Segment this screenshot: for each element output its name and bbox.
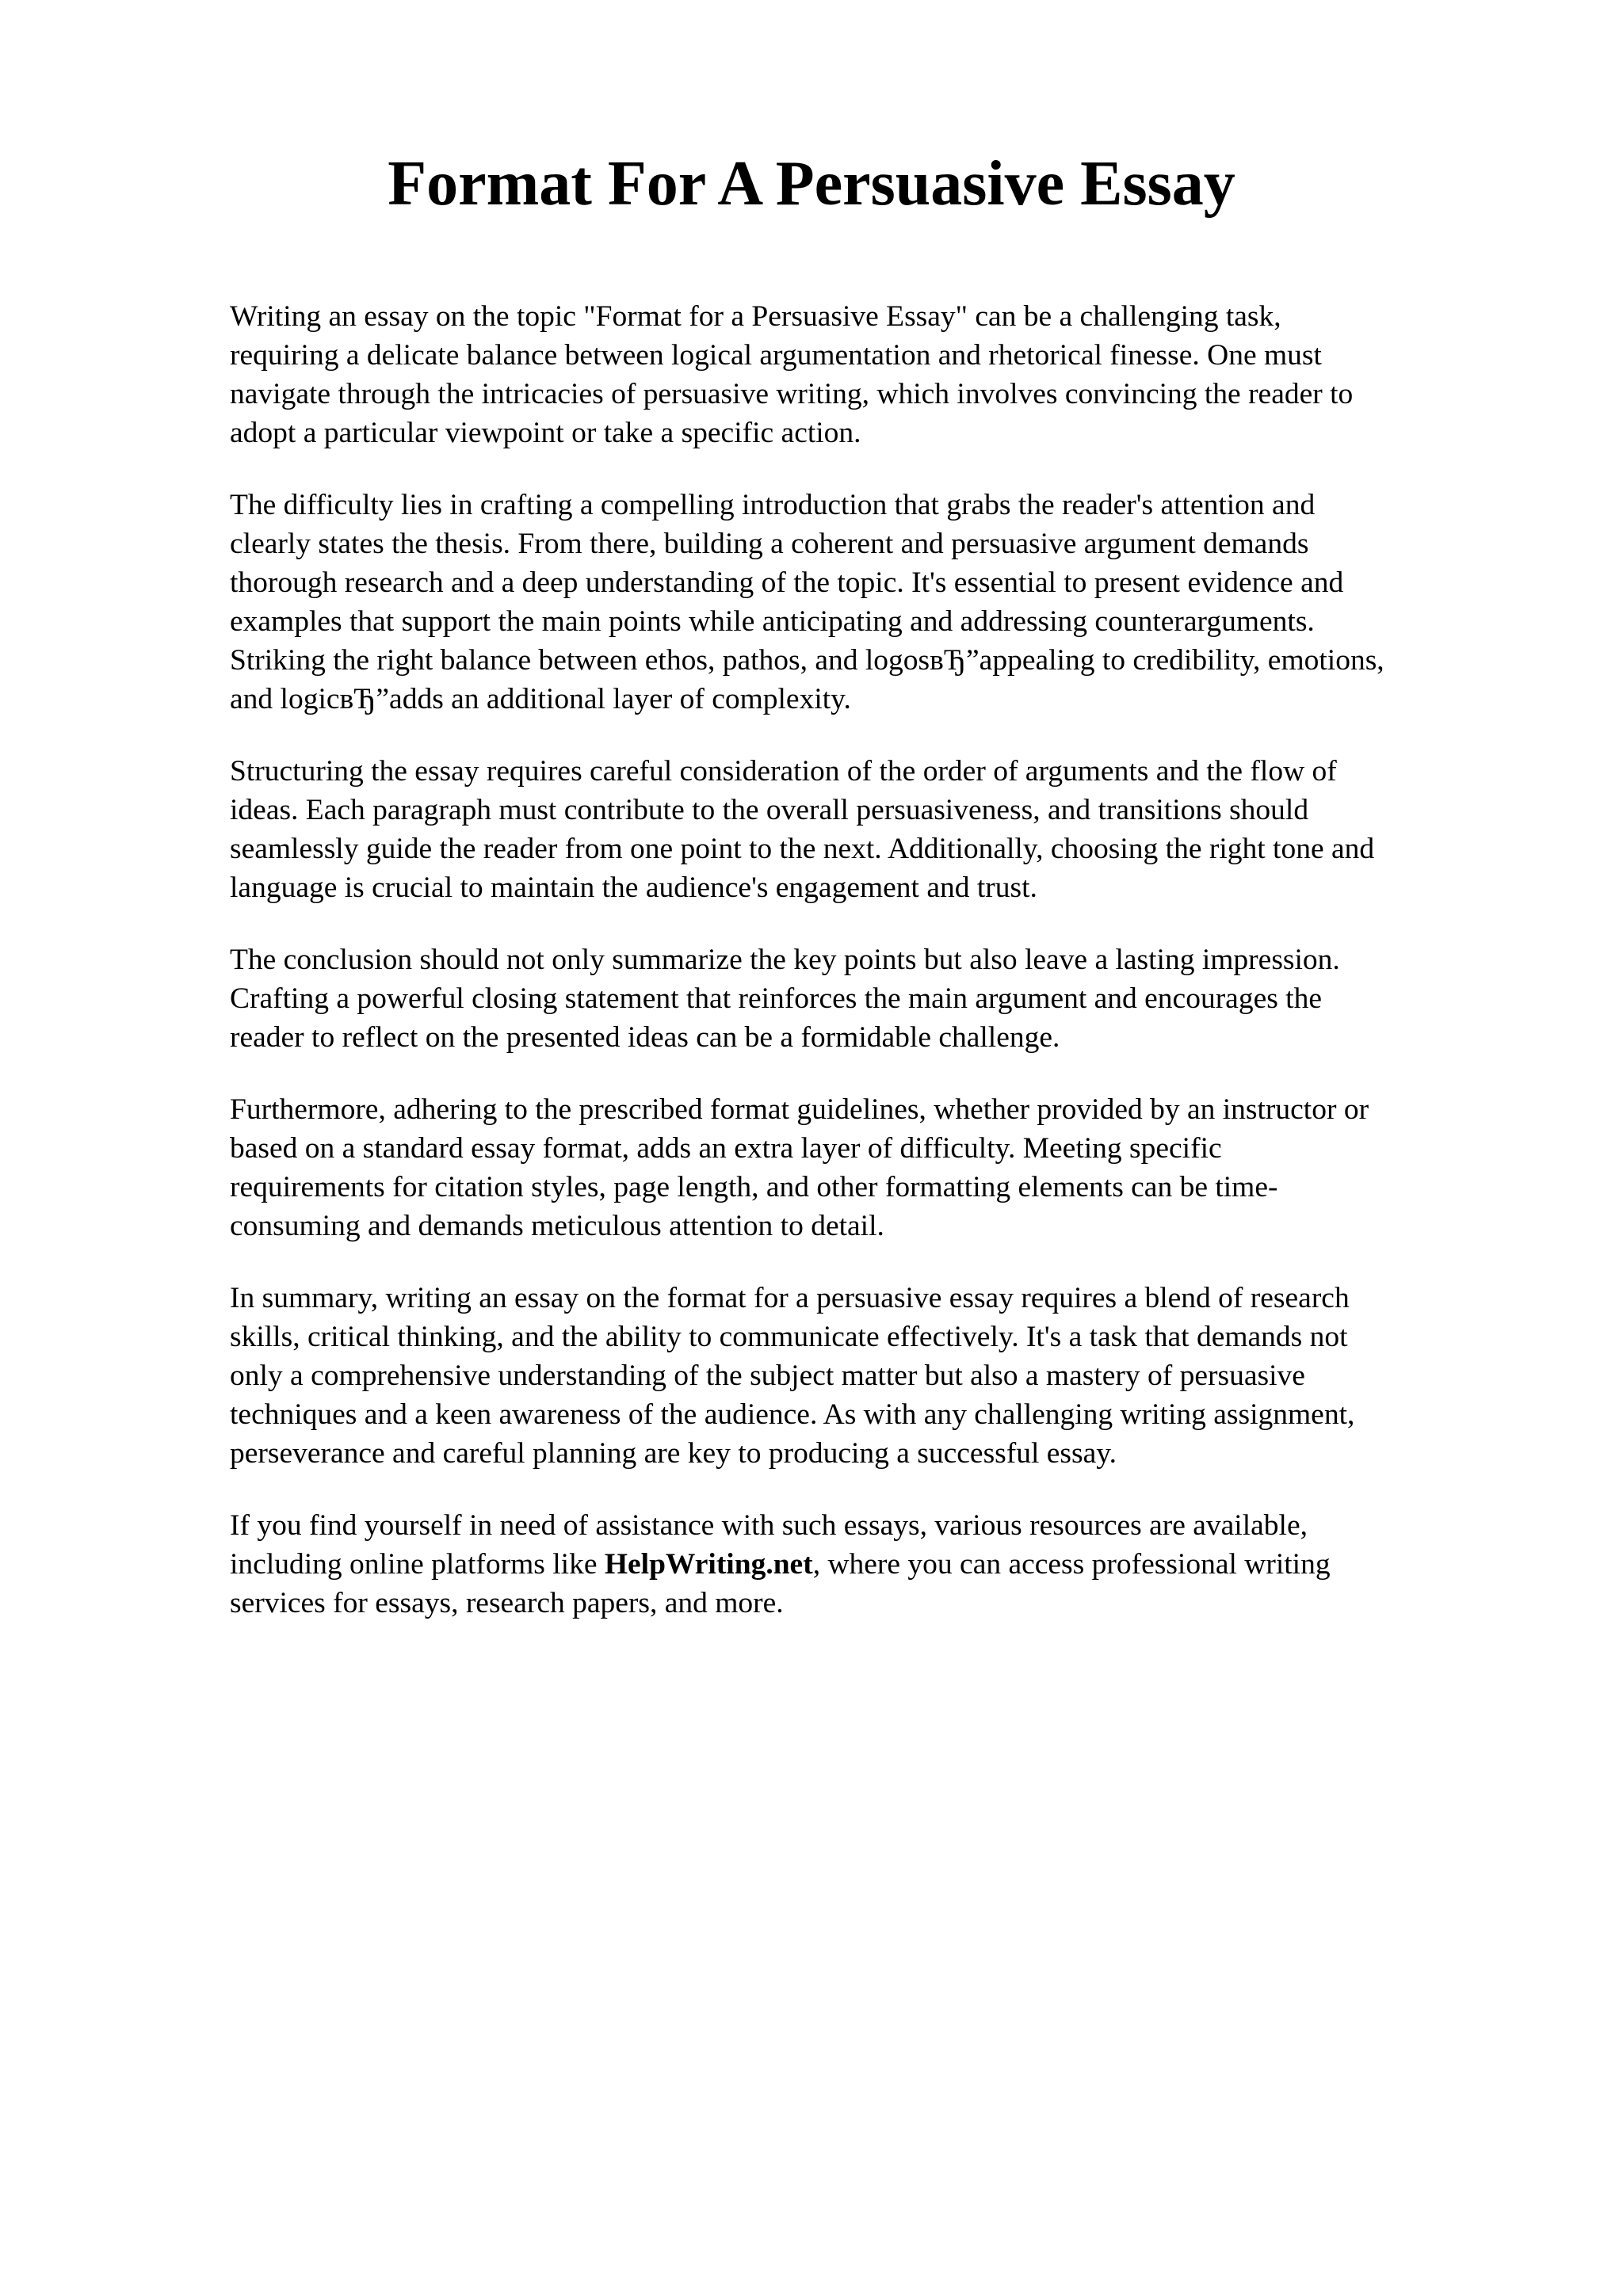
text-line: perseverance and careful planning are key to producing a successful essay.	[230, 1437, 1117, 1470]
paragraph-6	[230, 1279, 1514, 1473]
text-line: consuming and demands meticulous attention to detail.	[230, 1210, 884, 1242]
text-line: only a comprehensive understanding of the subject matter but also a mastery of persuasive	[230, 1360, 1305, 1392]
text-line: Structuring the essay requires careful consideration of the order of arguments and the flow of	[230, 755, 1337, 788]
text-line: reader to reflect on the presented ideas can be a formidable challenge.	[230, 1021, 1060, 1054]
text-line: The difficulty lies in crafting a compelling introduction that grabs the reader's attention and	[230, 489, 1316, 521]
paragraph-1	[230, 297, 1514, 452]
text-segment: including online platforms like	[230, 1548, 605, 1581]
paragraph-2	[230, 486, 1514, 719]
text-line: techniques and a keen awareness of the audience. As with any challenging writing assignment,	[230, 1398, 1355, 1431]
text-line: skills, critical thinking, and the ability to communicate effectively. It's a task that demands not	[230, 1321, 1348, 1353]
text-line: In summary, writing an essay on the format for a persuasive essay requires a blend of research	[230, 1282, 1350, 1314]
paragraph-3	[230, 752, 1514, 907]
text-line: If you find yourself in need of assistance with such essays, various resources are available,	[230, 1509, 1308, 1542]
text-line	[230, 1545, 1514, 1584]
text-line: requirements for citation styles, page length, and other formatting elements can be time-	[230, 1171, 1278, 1203]
text-line: requiring a delicate balance between logical argumentation and rhetorical finesse. One must	[230, 339, 1322, 372]
text-line: services for essays, research papers, and more.	[230, 1587, 784, 1619]
essay-body	[230, 297, 1514, 1656]
text-line: Striking the right balance between ethos, pathos, and logosвЂ”appealing to credibility, emotions,	[230, 644, 1384, 677]
page-title: Format For A Persuasive Essay	[388, 149, 1235, 219]
text-line: language is crucial to maintain the audience's engagement and trust.	[230, 871, 1037, 904]
paragraph-4	[230, 940, 1514, 1057]
text-line: Crafting a powerful closing statement that reinforces the main argument and encourages the	[230, 982, 1322, 1015]
text-line: thorough research and a deep understanding of the topic. It's essential to present evidence and	[230, 566, 1344, 599]
text-line: Writing an essay on the topic "Format for a Persuasive Essay" can be a challenging task,	[230, 300, 1281, 333]
paragraph-7	[230, 1506, 1514, 1623]
text-line: adopt a particular viewpoint or take a specific action.	[230, 417, 861, 449]
text-segment: , where you can access professional writing	[812, 1548, 1331, 1581]
text-line: examples that support the main points while anticipating and addressing counterarguments.	[230, 605, 1315, 638]
text-line: seamlessly guide the reader from one point to the next. Additionally, choosing the right tone and	[230, 833, 1375, 865]
text-line: clearly states the thesis. From there, building a coherent and persuasive argument demands	[230, 528, 1309, 560]
text-line: navigate through the intricacies of persuasive writing, which involves convincing the reader to	[230, 378, 1354, 410]
text-line: based on a standard essay format, adds an extra layer of difficulty. Meeting specific	[230, 1132, 1222, 1165]
paragraph-5	[230, 1090, 1514, 1245]
text-line: The conclusion should not only summarize the key points but also leave a lasting impression.	[230, 944, 1340, 976]
text-line: and logicвЂ”adds an additional layer of complexity.	[230, 683, 851, 715]
text-line: Furthermore, adhering to the prescribed format guidelines, whether provided by an instructor or	[230, 1093, 1369, 1126]
brand-link-text: HelpWriting.net	[604, 1548, 813, 1581]
text-line: ideas. Each paragraph must contribute to the overall persuasiveness, and transitions should	[230, 794, 1309, 826]
